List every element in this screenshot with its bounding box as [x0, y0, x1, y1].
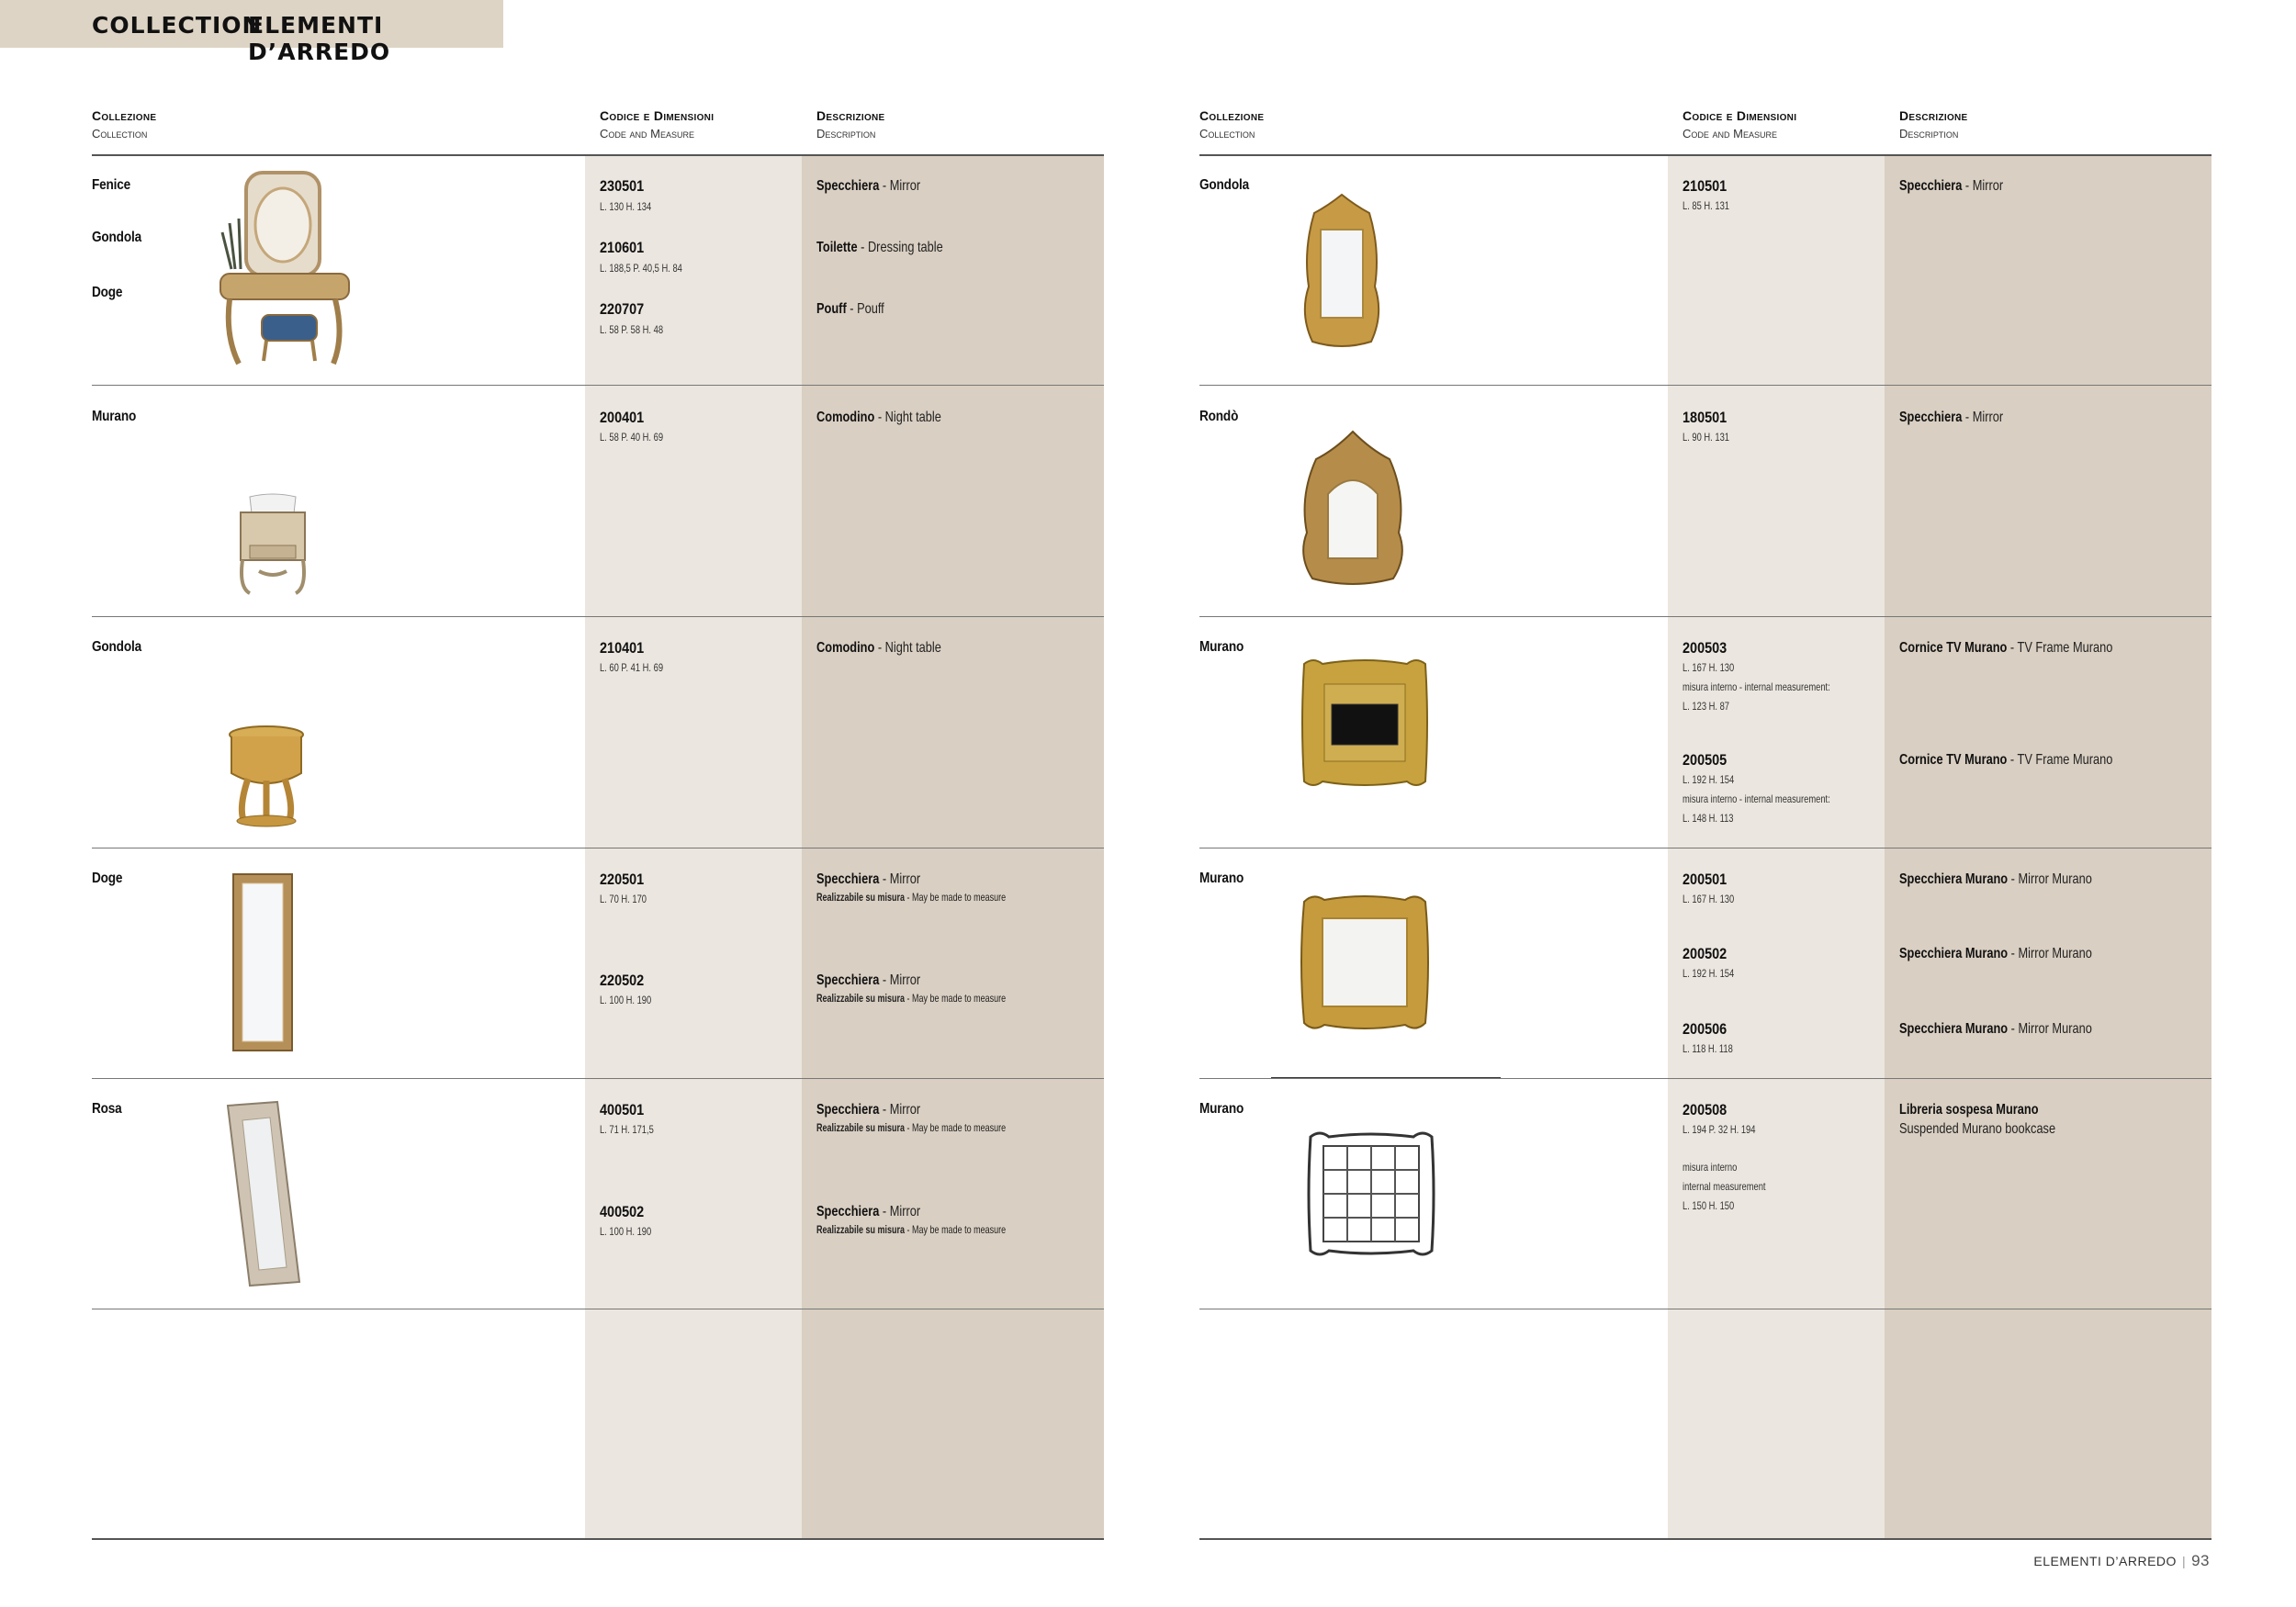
collection-name: Doge: [92, 285, 123, 300]
product-description: Specchiera Murano - Mirror Murano: [1899, 1021, 2092, 1037]
product-description: Comodino - Night table: [816, 640, 941, 656]
product-note: Realizzabile su misura - May be made to measure: [816, 891, 1007, 904]
product-description: Specchiera - Mirror: [816, 1102, 921, 1118]
product-code: 210601: [600, 239, 645, 256]
row-divider: [92, 616, 1104, 617]
product-code: 200508: [1683, 1101, 1728, 1118]
collection-name: Doge: [92, 871, 123, 886]
row-divider: [92, 385, 1104, 386]
col-header-description: Descrizione Description: [816, 108, 885, 140]
internal-measure-label: misura interno - internal measurement:: [1683, 792, 1830, 805]
collection-name: Gondola: [92, 639, 141, 655]
product-measure: L. 192 H. 154: [1683, 773, 1735, 786]
product-description: Pouff - Pouff: [816, 301, 884, 317]
col-header-code: Codice e Dimensioni Code and Measure: [600, 108, 715, 140]
product-measure: L. 60 P. 41 H. 69: [600, 661, 664, 674]
header-title: ELEMENTI D’ARREDO: [248, 12, 391, 65]
product-measure: L. 85 H. 131: [1683, 199, 1730, 212]
rosa-mirror-image: [222, 1100, 305, 1288]
product-code: 210501: [1683, 177, 1728, 195]
product-description-it: Libreria sospesa Murano: [1899, 1102, 2039, 1118]
product-measure: L. 90 H. 131: [1683, 431, 1730, 444]
gondola-mirror-image: [1299, 193, 1386, 349]
product-measure: L. 167 H. 130: [1683, 661, 1735, 674]
product-code: 200505: [1683, 751, 1728, 769]
product-description: Specchiera - Mirror: [1899, 410, 2004, 425]
product-measure: L. 58 P. 40 H. 69: [600, 431, 664, 444]
product-description: Specchiera - Mirror: [816, 972, 921, 988]
product-code: 400502: [600, 1203, 645, 1220]
col-header-code: Codice e Dimensioni Code and Measure: [1683, 108, 1797, 140]
product-code: 200506: [1683, 1020, 1728, 1038]
row-divider: [1199, 616, 2212, 617]
product-description: Cornice TV Murano - TV Frame Murano: [1899, 752, 2113, 768]
product-code: 220502: [600, 972, 645, 989]
page-number: 93: [2191, 1552, 2210, 1569]
rondo-mirror-image: [1300, 430, 1406, 586]
product-measure: L. 167 H. 130: [1683, 893, 1735, 905]
tv-frame-image: [1299, 655, 1432, 792]
footer-section: ELEMENTI D’ARREDO: [2033, 1554, 2177, 1568]
product-measure: L. 100 H. 190: [600, 994, 652, 1006]
product-description: Specchiera - Mirror: [816, 1204, 921, 1219]
product-code: 180501: [1683, 409, 1728, 426]
product-code: 200503: [1683, 639, 1728, 657]
product-code: 210401: [600, 639, 645, 657]
product-description: Cornice TV Murano - TV Frame Murano: [1899, 640, 2113, 656]
gold-night-table-image: [225, 724, 308, 829]
tall-mirror-image: [230, 871, 296, 1054]
collection-name: Murano: [92, 409, 137, 424]
product-note: Realizzabile su misura - May be made to measure: [816, 1223, 1007, 1236]
collection-name: Rondò: [1199, 409, 1239, 424]
header-rule: [92, 154, 1104, 156]
internal-measure: L. 123 H. 87: [1683, 700, 1730, 713]
internal-measure: L. 148 H. 113: [1683, 812, 1734, 825]
left-page: [92, 108, 1104, 1541]
collection-name: Gondola: [1199, 177, 1249, 193]
product-description: Specchiera - Mirror: [816, 178, 921, 194]
product-description: Comodino - Night table: [816, 410, 941, 425]
product-note: Realizzabile su misura - May be made to measure: [816, 1121, 1007, 1134]
collection-name: Gondola: [92, 230, 141, 245]
bookcase-image: [1305, 1128, 1438, 1261]
bottom-rule: [92, 1538, 1104, 1540]
product-code: 220501: [600, 871, 645, 888]
header-rule: [1199, 154, 2212, 156]
collection-name: Fenice: [92, 177, 131, 193]
collection-name: Murano: [1199, 1101, 1244, 1117]
product-measure: L. 192 H. 154: [1683, 967, 1735, 980]
header-collection-label: COLLECTION: [92, 12, 263, 39]
image-shadow-line: [1271, 1077, 1501, 1078]
bottom-rule: [1199, 1538, 2212, 1540]
header-bar: [0, 0, 503, 65]
page-footer: ELEMENTI D’ARREDO | 93: [2033, 1552, 2210, 1569]
right-page: [1199, 108, 2212, 1541]
product-description: Specchiera - Mirror: [816, 871, 921, 887]
col-header-description: Descrizione Description: [1899, 108, 1968, 140]
product-description: Toilette - Dressing table: [816, 240, 943, 255]
product-description: Specchiera Murano - Mirror Murano: [1899, 946, 2092, 961]
row-divider: [92, 1078, 1104, 1079]
product-description: Specchiera - Mirror: [1899, 178, 2004, 194]
product-code: 200501: [1683, 871, 1728, 888]
internal-measure-label: misura interno: [1683, 1161, 1738, 1174]
collection-name: Murano: [1199, 871, 1244, 886]
collection-name: Rosa: [92, 1101, 122, 1117]
internal-measure-label-en: internal measurement: [1683, 1180, 1766, 1193]
product-measure: L. 188,5 P. 40,5 H. 84: [600, 262, 682, 275]
night-table-image: [231, 492, 314, 598]
col-header-collection: Collezione Collection: [1199, 108, 1265, 140]
collection-name: Murano: [1199, 639, 1244, 655]
product-measure: L. 71 H. 171,5: [600, 1123, 654, 1136]
product-code: 200401: [600, 409, 645, 426]
product-code: 200502: [1683, 945, 1728, 962]
product-measure: L. 194 P. 32 H. 194: [1683, 1123, 1756, 1136]
product-measure: L. 70 H. 170: [600, 893, 647, 905]
product-measure: L. 118 H. 118: [1683, 1042, 1733, 1055]
internal-measure-label: misura interno - internal measurement:: [1683, 680, 1830, 693]
product-measure: L. 100 H. 190: [600, 1225, 652, 1238]
product-measure: L. 130 H. 134: [600, 200, 652, 213]
row-divider: [1199, 1078, 2212, 1079]
murano-mirror-image: [1299, 889, 1432, 1036]
product-measure: L. 58 P. 58 H. 48: [600, 323, 664, 336]
internal-measure: L. 150 H. 150: [1683, 1199, 1735, 1212]
product-code: 230501: [600, 177, 645, 195]
row-divider: [1199, 385, 2212, 386]
product-description-en: Suspended Murano bookcase: [1899, 1121, 2056, 1137]
product-code: 220707: [600, 300, 645, 318]
vanity-set-image: [211, 168, 358, 365]
product-code: 400501: [600, 1101, 645, 1118]
product-description: Specchiera Murano - Mirror Murano: [1899, 871, 2092, 887]
col-header-collection: Collezione Collection: [92, 108, 157, 140]
product-note: Realizzabile su misura - May be made to measure: [816, 992, 1007, 1005]
